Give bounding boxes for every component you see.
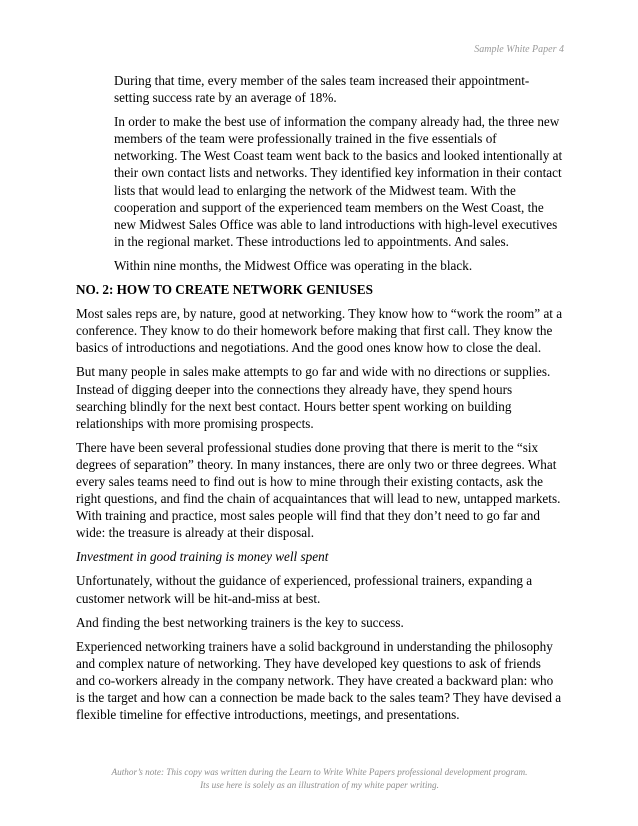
paragraph: Experienced networking trainers have a solid background in understanding the philosophy and complex nature of networking. They have developed key questions to ask of friends and co-workers already in the company network. They have created a backward plan: who is the target and how can a connection be made back to the sales team? They have devised a flexible timeline for effective introductions, meetings, and presentations. bbox=[76, 638, 562, 723]
paragraph: There have been several professional studies done proving that there is merit to the “six degrees of separation” theory. In many instances, there are only two or three degrees. What every sales teams need to find out is how to mine through their existing contacts, ask the right questions, and find the chain of acquaintances that will lead to new, untapped markets. With training and practice, most sales people will find that they don’t need to go far and wide: the treasure is already at their disposal. bbox=[76, 439, 561, 541]
paragraph: Most sales reps are, by nature, good at networking. They know how to “work the room” at a conference. They know to do their homework before making that first call. They know the basics of introductions and negotiations. And the good ones know how to close the deal. bbox=[76, 306, 563, 356]
page-header: Sample White Paper 4 bbox=[474, 44, 564, 55]
footer-line: Author’s note: This copy was written during the Learn to Write White Papers professional development program. bbox=[111, 767, 528, 777]
paragraph: In order to make the best use of information the company already had, the three new members of the team were professionally trained in the five essentials of networking. The West Coast team went back to the basics and looked intentionally at their own contact lists and networks. They identified key information in their contact lists that would lead to enlarging the network of the Midwest team. With the cooperation and support of the experienced team members on the West Coast, the new Midwest Sales Office was able to land introductions with high-level executives in the regional market. These introductions led to appointments. And sales. bbox=[114, 114, 563, 249]
paragraph: But many people in sales make attempts to go far and wide with no directions or supplies. Instead of digging deeper into the connections they already have, they spend hours searching blindly for the next best contact. Hours better spent working on building relationships with more promising prospects. bbox=[76, 364, 551, 431]
paragraph: And finding the best networking trainers is the key to success. bbox=[76, 614, 404, 630]
section-heading: NO. 2: HOW TO CREATE NETWORK GENIUSES bbox=[76, 282, 373, 298]
document-body bbox=[76, 72, 563, 730]
footer-line: Its use here is solely as an illustration of my white paper writing. bbox=[200, 780, 439, 790]
paragraph: Unfortunately, without the guidance of experienced, professional trainers, expanding a customer network will be hit-and-miss at best. bbox=[76, 573, 533, 606]
paragraph: During that time, every member of the sales team increased their appointment-setting success rate by an average of 18%. bbox=[114, 73, 530, 106]
indented-block bbox=[114, 72, 563, 274]
paragraph: Within nine months, the Midwest Office was operating in the black. bbox=[114, 257, 473, 273]
section-subheading: Investment in good training is money well spent bbox=[76, 549, 329, 565]
page-footer bbox=[76, 766, 563, 792]
